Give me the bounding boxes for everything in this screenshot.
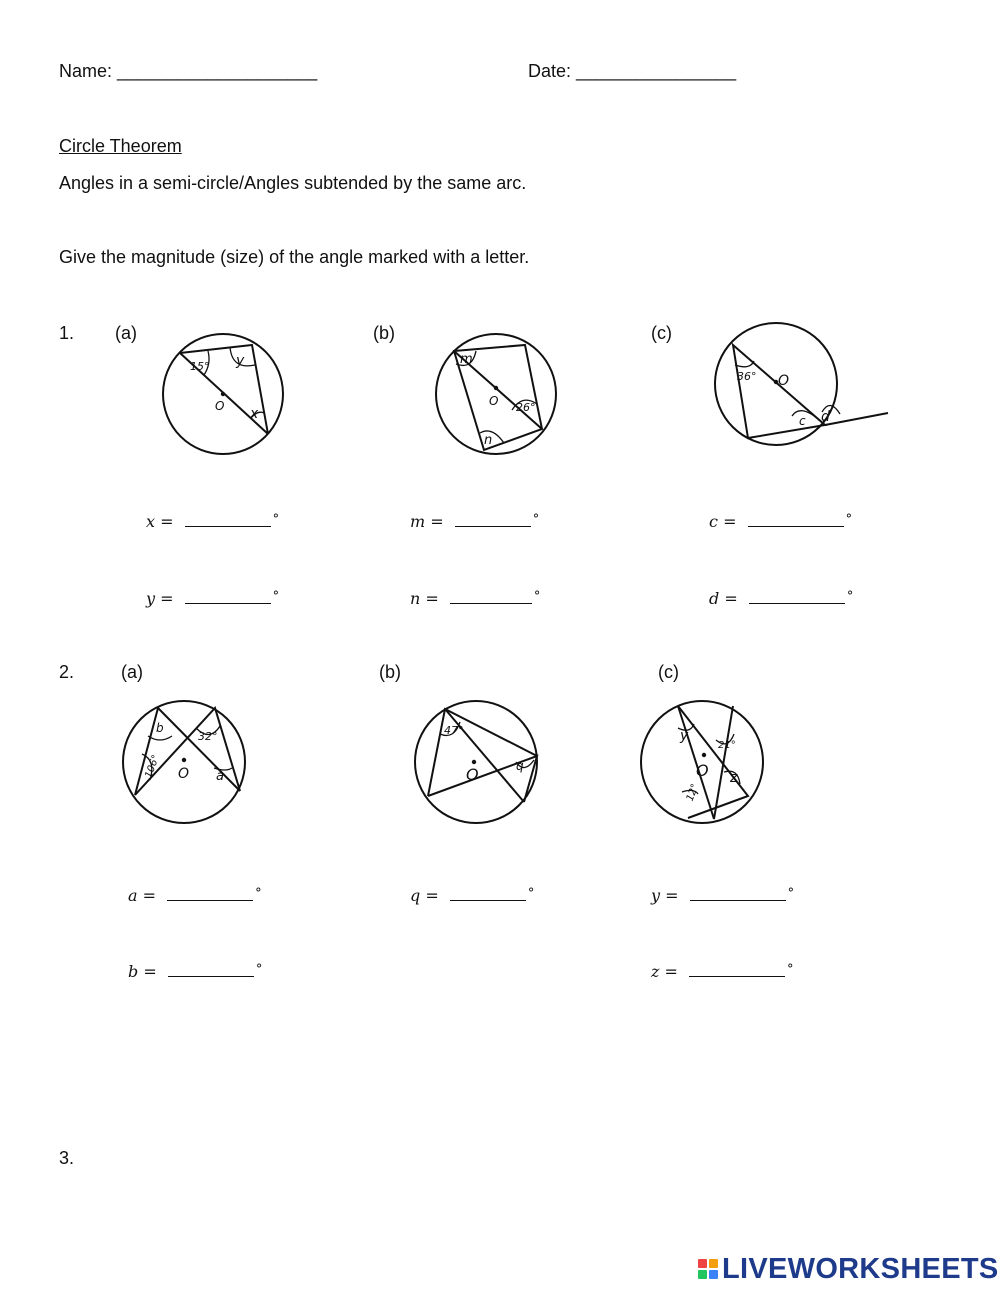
- degree-symbol: °: [846, 589, 854, 604]
- question-1b-label: (b): [373, 323, 395, 343]
- answer-var-z: z: [651, 962, 660, 981]
- angle-label-32: 32°: [198, 730, 218, 743]
- centre-dot: [182, 758, 186, 762]
- degree-symbol: °: [845, 512, 853, 527]
- answer-line-b: [128, 960, 262, 982]
- answer-var-q: q: [410, 886, 421, 905]
- centre-dot: [702, 753, 706, 757]
- degree-symbol: °: [255, 962, 263, 977]
- answer-input-d[interactable]: [749, 587, 845, 604]
- question-1-number: 1.: [59, 323, 75, 343]
- centre-label: O: [778, 373, 790, 389]
- equals-sign: =: [160, 589, 174, 608]
- figure-2c: [638, 698, 768, 828]
- answer-input-b[interactable]: [168, 960, 254, 977]
- angle-label-36: 36°: [737, 370, 757, 383]
- degree-symbol: °: [272, 589, 280, 604]
- answer-input-y2[interactable]: [690, 884, 786, 901]
- degree-symbol: °: [272, 512, 280, 527]
- degree-symbol: °: [787, 886, 795, 901]
- equals-sign: =: [664, 962, 678, 981]
- answer-var-y: y: [651, 886, 661, 905]
- answer-input-n[interactable]: [450, 587, 532, 604]
- logo-wordmark: LIVEWORKSHEETS: [722, 1252, 999, 1285]
- answer-input-y[interactable]: [185, 587, 271, 604]
- centre-dot: [494, 386, 498, 390]
- figure-2a: [120, 698, 250, 828]
- equals-sign: =: [665, 886, 679, 905]
- angle-arc-b: [148, 736, 172, 740]
- degree-symbol: °: [533, 589, 541, 604]
- figure-2b: [412, 698, 542, 828]
- equals-sign: =: [142, 886, 157, 905]
- question-2-number: 2.: [59, 662, 75, 682]
- angle-label-b: b: [156, 721, 164, 735]
- answer-var-n: n: [410, 589, 421, 608]
- answer-input-c[interactable]: [748, 510, 844, 527]
- angle-label-26: 26°: [516, 401, 536, 414]
- equals-sign: =: [425, 589, 439, 608]
- equals-sign: =: [160, 512, 174, 531]
- centre-dot: [472, 760, 476, 764]
- figure-1c: [710, 320, 900, 455]
- worksheet-instruction: Give the magnitude (size) of the angle marked with a letter.: [59, 247, 530, 267]
- figure-1b: [432, 330, 562, 460]
- answer-input-m[interactable]: [455, 510, 531, 527]
- equals-sign: =: [724, 589, 738, 608]
- angle-label-d: d: [821, 409, 830, 425]
- answer-line-z: [651, 960, 794, 982]
- centre-label: O: [215, 399, 225, 413]
- answer-var-x: x: [146, 512, 156, 531]
- centre-label: O: [489, 394, 499, 408]
- angle-label-15: 15°: [190, 360, 210, 373]
- answer-line-y2: [651, 884, 794, 906]
- equals-sign: =: [430, 512, 444, 531]
- answer-var-y: y: [146, 589, 156, 608]
- date-field-label: Date: ________________: [528, 61, 737, 81]
- angle-label-m: m: [460, 352, 473, 367]
- equals-sign: =: [723, 512, 737, 531]
- answer-line-y: [146, 587, 279, 609]
- answer-line-c: [709, 510, 852, 532]
- degree-symbol: °: [255, 886, 262, 901]
- angle-label-21: 21°: [718, 740, 736, 751]
- angle-label-z: z: [730, 770, 738, 786]
- worksheet-title: Circle Theorem: [59, 136, 182, 156]
- degree-symbol: °: [532, 512, 540, 527]
- angle-label-y: y: [236, 353, 245, 369]
- answer-line-x: [146, 510, 279, 532]
- angle-label-q: q: [516, 759, 524, 773]
- angle-label-a: a: [216, 769, 224, 784]
- name-field-label: Name: ____________________: [59, 61, 318, 81]
- triangle: [733, 345, 825, 438]
- figure-1a: [160, 330, 290, 460]
- degree-symbol: °: [787, 962, 794, 977]
- answer-line-d: [709, 587, 853, 609]
- angle-label-y: y: [680, 728, 689, 744]
- answer-var-b: b: [128, 962, 139, 981]
- answer-var-m: m: [410, 512, 426, 531]
- centre-label: O: [178, 766, 190, 782]
- angle-label-47: 47°: [444, 724, 464, 737]
- extended-line: [825, 413, 888, 425]
- centre-dot: [221, 392, 225, 396]
- question-1c-label: (c): [651, 323, 672, 343]
- answer-line-n: [410, 587, 540, 609]
- angle-label-12: 12°: [684, 782, 702, 803]
- logo-blocks-icon: [698, 1259, 718, 1279]
- answer-input-a[interactable]: [167, 884, 253, 901]
- answer-input-q[interactable]: [450, 884, 526, 901]
- equals-sign: =: [143, 962, 157, 981]
- angle-label-c: c: [799, 414, 806, 428]
- angle-label-n: n: [484, 433, 493, 448]
- question-2b-label: (b): [379, 662, 401, 682]
- answer-input-x[interactable]: [185, 510, 271, 527]
- angle-label-106: 106°: [143, 753, 162, 780]
- answer-input-z[interactable]: [689, 960, 785, 977]
- question-3-number: 3.: [59, 1148, 75, 1168]
- question-2c-label: (c): [658, 662, 679, 682]
- equals-sign: =: [425, 886, 439, 905]
- worksheet-subtitle: Angles in a semi-circle/Angles subtended by the same arc.: [59, 173, 527, 193]
- liveworksheets-logo: [698, 1252, 999, 1286]
- centre-label: O: [466, 765, 479, 784]
- answer-var-a: a: [128, 886, 138, 905]
- answer-line-q: [410, 884, 534, 906]
- centre-label: O: [696, 761, 709, 780]
- degree-symbol: °: [527, 886, 535, 901]
- question-2a-label: (a): [121, 662, 143, 682]
- answer-var-d: d: [709, 589, 720, 608]
- question-1a-label: (a): [115, 323, 137, 343]
- answer-line-m: [410, 510, 539, 532]
- answer-line-a: [128, 884, 262, 906]
- angle-label-x: x: [250, 406, 259, 422]
- chord-diagonal: [445, 709, 524, 802]
- answer-var-c: c: [709, 512, 718, 531]
